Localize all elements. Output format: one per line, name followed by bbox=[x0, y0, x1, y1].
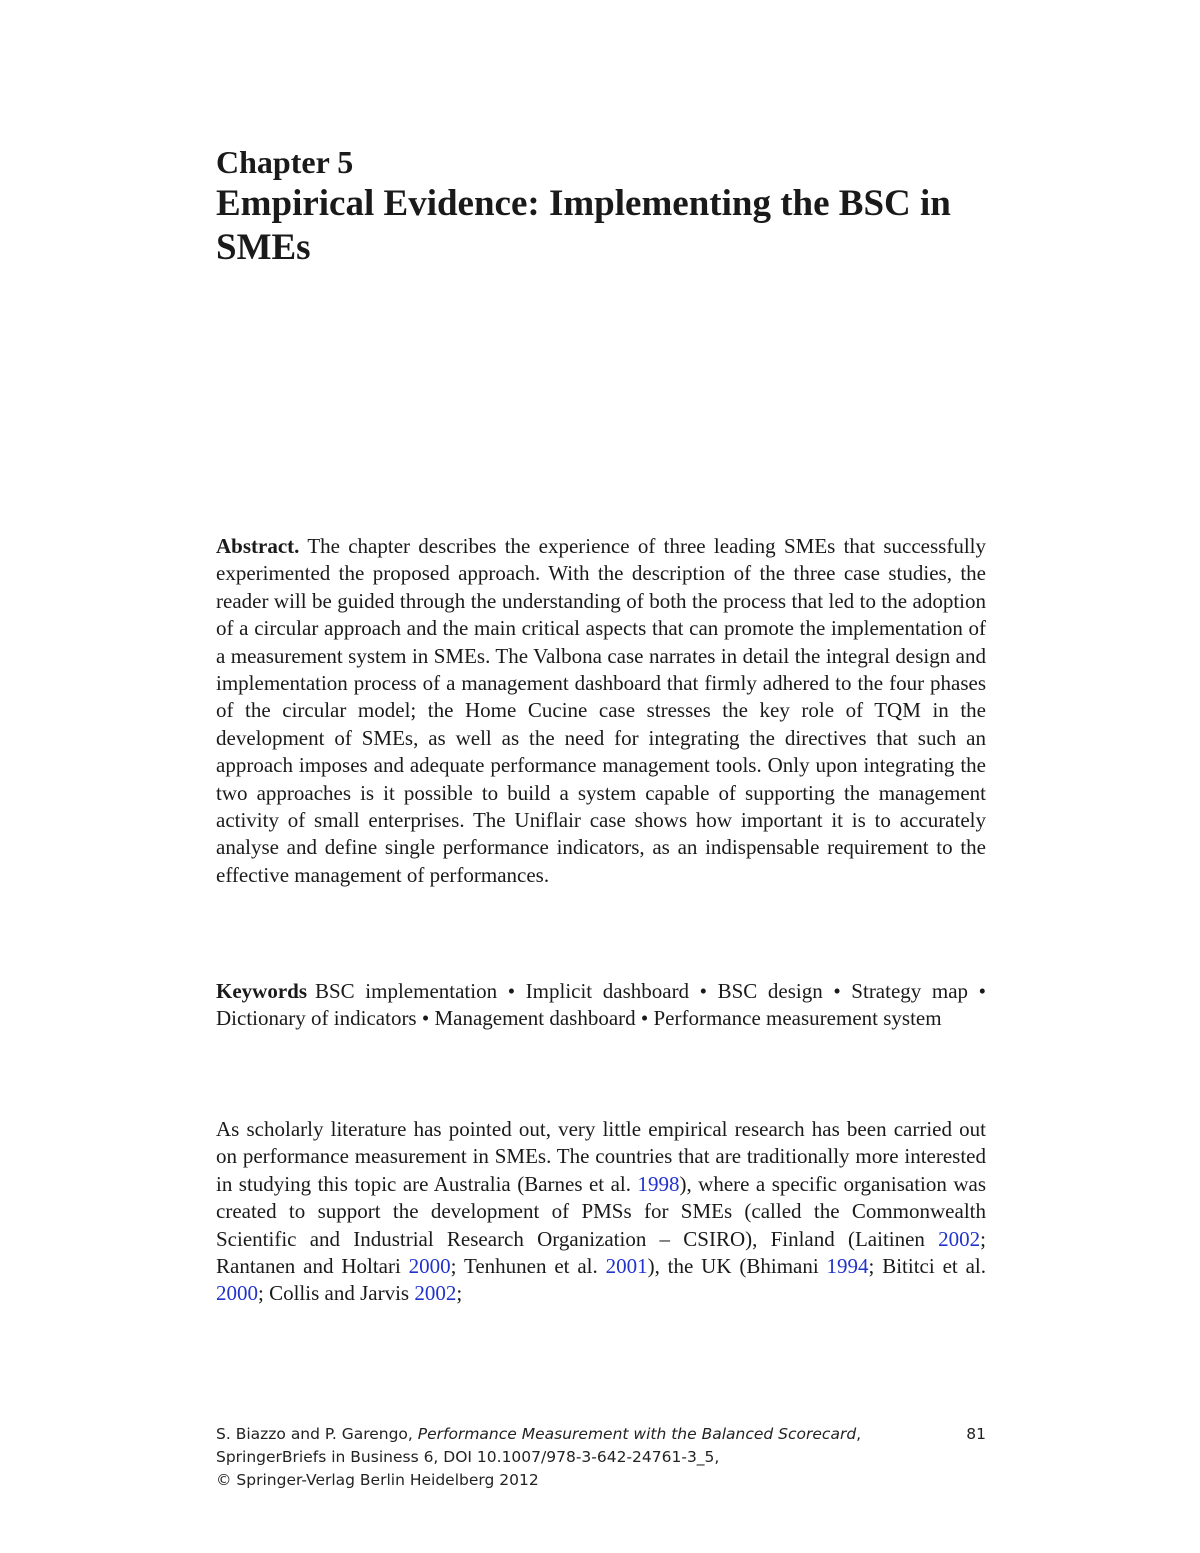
body-paragraph bbox=[216, 1116, 986, 1308]
abstract-text: The chapter describes the experience of three leading SMEs that successfully experimented the proposed approach. With the description of the three case studies, the reader will be guided through the understanding of both the process that led to the adoption of a circular approach and the main critical aspects that can promote the implementation of a measurement system in SMEs. The Valbona case narrates in detail the integral design and implementation process of a management dashboard that firmly adhered to the four phases of the circular model; the Home Cucine case stresses the key role of TQM in the development of SMEs, as well as the need for integrating the directives that such an approach imposes and adequate performance management tools. Only upon integrating the two approaches is it possible to build a system capable of supporting the management activity of small enterprises. The Uniflair case shows how important it is to accurately analyse and define single performance indicators, as an indispensable requirement to the effective management of performances. bbox=[216, 534, 986, 887]
keywords-label: Keywords bbox=[216, 979, 307, 1003]
citation-link[interactable]: 1998 bbox=[637, 1171, 680, 1196]
footer-series: SpringerBriefs in Business 6, DOI 10.1007/978-3-642-24761-3_5, bbox=[216, 1448, 720, 1466]
citation-link[interactable]: 2000 bbox=[408, 1254, 451, 1279]
footer-comma: , bbox=[856, 1425, 862, 1443]
citation-link[interactable]: 1994 bbox=[826, 1254, 869, 1279]
body-text-segment: ), the UK (Bhimani bbox=[647, 1254, 827, 1279]
keywords-text: BSC implementation • Implicit dashboard • BSC design • Strategy map • Dictionary of indicators • Management dashboard • Performance measurement system bbox=[216, 979, 986, 1031]
keywords bbox=[216, 978, 986, 1033]
body-text-segment: ; Bititci et al. bbox=[868, 1254, 986, 1279]
page-footer bbox=[216, 1423, 986, 1492]
citation-link[interactable]: 2002 bbox=[938, 1226, 981, 1251]
body-text-segment: ; Rantanen and Holtari bbox=[216, 1226, 986, 1279]
chapter-label: Chapter 5 bbox=[216, 144, 354, 180]
body-text-segment: ; Collis and Jarvis bbox=[258, 1281, 415, 1306]
body-text-segment: ; bbox=[456, 1281, 463, 1306]
abstract bbox=[216, 533, 986, 889]
footer-authors: S. Biazzo and P. Garengo, bbox=[216, 1425, 418, 1443]
footer-citation-line bbox=[216, 1423, 986, 1446]
abstract-label: Abstract. bbox=[216, 534, 300, 558]
citation-link[interactable]: 2001 bbox=[605, 1254, 648, 1279]
page-number: 81 bbox=[966, 1425, 986, 1443]
footer-book-title: Performance Measurement with the Balanced Scorecard bbox=[417, 1425, 857, 1443]
citation-link[interactable]: 2002 bbox=[414, 1281, 457, 1306]
body-text-segment: As scholarly literature has pointed out, very little empirical research has been carried out on performance measurement in SMEs. The countries that are traditionally more interested in studying this topic are Australia (Barnes et al. bbox=[216, 1117, 986, 1196]
page bbox=[216, 0, 986, 1553]
citation-link[interactable]: 2000 bbox=[216, 1281, 258, 1306]
footer-copyright: © Springer-Verlag Berlin Heidelberg 2012 bbox=[216, 1471, 539, 1489]
body-text-segment: ), where a specific organisation was created to support the development of PMSs for SMEs (called the Commonwealth Scientific and Industrial Research Organization – CSIRO), Finland (Laitinen bbox=[216, 1171, 986, 1251]
chapter-title: Empirical Evidence: Implementing the BSC in SMEs bbox=[216, 183, 951, 268]
body-text-segment: ; Tenhunen et al. bbox=[450, 1254, 606, 1279]
